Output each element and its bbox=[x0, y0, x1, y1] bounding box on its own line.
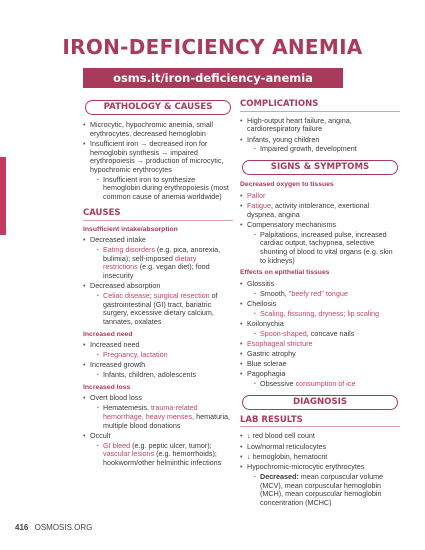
epithelial-subheading: Effects on epithelial tissues bbox=[240, 269, 330, 277]
footer bbox=[15, 523, 92, 532]
lab-results-list bbox=[240, 432, 400, 507]
list-item-text: Increased need bbox=[90, 340, 140, 350]
list-item bbox=[240, 136, 400, 154]
list-item bbox=[83, 394, 233, 430]
list-item: • Gastric atrophy bbox=[240, 350, 400, 359]
list-item: • High-output heart failure, angina, cardiorespiratory failure bbox=[240, 117, 400, 134]
list-item bbox=[240, 463, 400, 508]
highlight-text: vascular lesions bbox=[103, 449, 155, 459]
lab-results-heading: LAB RESULTS bbox=[240, 416, 400, 428]
list-item-text: Hypochromic-microcytic erythrocytes bbox=[247, 462, 365, 472]
list-item bbox=[83, 361, 233, 379]
list-item-text: Pagophagia bbox=[247, 369, 286, 379]
list-item bbox=[240, 221, 400, 266]
need-subheading: Increased need bbox=[83, 330, 133, 338]
pathology-list bbox=[83, 121, 233, 202]
list-item-text: Compensatory mechanisms bbox=[247, 219, 337, 229]
site-name[interactable]: OSMOSIS.ORG bbox=[34, 523, 93, 532]
list-subitem: ▪ Insufficient iron to synthesize hemoglobin during erythropoiesis (most common cause of anemia worldwide) bbox=[90, 176, 233, 202]
pathology-heading: PATHOLOGY & CAUSES bbox=[85, 100, 231, 115]
loss-subheading: Increased loss bbox=[83, 383, 131, 391]
list-item: • Blue sclerae bbox=[240, 360, 400, 369]
list-subitem: ▪ Infants, children, adolescents bbox=[90, 371, 233, 380]
list-item: • ↓ red blood cell count bbox=[240, 432, 400, 441]
signs-heading: SIGNS & SYMPTOMS bbox=[242, 160, 398, 175]
highlight-text: GI bleed bbox=[103, 440, 131, 450]
highlight-text: dietary restrictions bbox=[103, 253, 197, 272]
list-item bbox=[240, 320, 400, 338]
list-item-text: Decreased absorption bbox=[90, 281, 161, 291]
list-subitem bbox=[90, 246, 233, 281]
list-subitem bbox=[247, 330, 400, 339]
list-item bbox=[83, 236, 233, 281]
list-item bbox=[83, 282, 233, 327]
highlight-text: surgical resection bbox=[153, 290, 210, 300]
left-column bbox=[83, 100, 233, 469]
list-subitem: ▪ Pregnancy, lactation bbox=[90, 351, 233, 360]
oxygen-subheading: Decreased oxygen to tissues bbox=[240, 181, 334, 189]
list-item: • Esophageal stricture bbox=[240, 340, 400, 349]
list-subitem bbox=[247, 380, 400, 389]
url-banner[interactable]: osms.it/iron-deficiency-anemia bbox=[83, 68, 343, 88]
list-item: • Pallor bbox=[240, 192, 400, 201]
diagnosis-heading: DIAGNOSIS bbox=[242, 395, 398, 410]
text: (e.g. pica, anorexia, bulimia); self-imposed bbox=[103, 244, 221, 263]
list-item bbox=[240, 370, 400, 388]
list-item-text: Occult bbox=[90, 430, 111, 440]
causes-heading: CAUSES bbox=[83, 209, 233, 221]
highlight-text: "beefy red" tongue bbox=[288, 288, 348, 298]
intake-list bbox=[83, 236, 233, 327]
list-item: • Microcytic, hypochromic anemia, small erythrocytes, decreased hemoglobin bbox=[83, 121, 233, 138]
list-subitem: ▪ Scaling, fissuring, dryness; lip scaling bbox=[247, 310, 400, 319]
highlight-text: Eating disorders bbox=[103, 244, 155, 254]
list-item-text: Insufficient iron → decreased iron for hemoglobin synthesis → impaired erythropoiesis → production of microcytic, hypochromic erythrocytes bbox=[90, 138, 224, 175]
complications-list bbox=[240, 117, 400, 154]
list-item-text: Overt blood loss bbox=[90, 393, 142, 403]
highlight-text: consumption of ice bbox=[295, 379, 356, 389]
text: mean corpuscular volume (MCV), mean corpuscular hemoglobin (MCH), mean corpuscular hemoglobin concentration (MCHC) bbox=[260, 471, 384, 507]
loss-list bbox=[83, 394, 233, 467]
intake-subheading: Insufficient intake/absorption bbox=[83, 225, 178, 233]
text: Obsessive bbox=[260, 379, 296, 389]
list-subitem: ▪ Palpitations, increased pulse, increased cardiac output, tachypnea, selective shunting of blood to vital organs (e.g. skin to kidneys) bbox=[247, 231, 400, 266]
highlight-text: Celiac disease bbox=[103, 290, 150, 300]
oxygen-list bbox=[240, 192, 400, 266]
text: (e.g. vegan diet); food insecurity bbox=[103, 262, 210, 281]
complications-heading: COMPLICATIONS bbox=[240, 100, 400, 112]
list-subitem bbox=[90, 404, 233, 430]
text: , concave nails bbox=[306, 328, 355, 338]
section-side-tab bbox=[0, 157, 6, 235]
text: Smooth, bbox=[260, 288, 289, 298]
highlight-text: Spoon-shaped bbox=[260, 328, 307, 338]
list-item-text: Increased growth bbox=[90, 360, 146, 370]
highlight-text: trauma-related hemorrhage, heavy menses bbox=[103, 403, 198, 421]
list-item-text: Decreased intake bbox=[90, 235, 146, 245]
text: (e.g. hemorrhoids); hookworm/other helminthic infections bbox=[103, 449, 222, 467]
list-item bbox=[240, 280, 400, 298]
list-item-text: Glossitis bbox=[247, 279, 275, 289]
list-item bbox=[240, 202, 400, 219]
list-subitem: ▪ Impaired growth, development bbox=[247, 145, 400, 154]
right-column bbox=[240, 100, 400, 509]
list-item-text: Infants, young children bbox=[247, 134, 320, 144]
page-title: IRON-DEFICIENCY ANEMIA bbox=[62, 35, 363, 59]
text: (e.g. peptic ulcer, tumor); bbox=[130, 440, 212, 450]
list-item bbox=[240, 300, 400, 318]
list-item: • ↓ hemoglobin, hematocrit bbox=[240, 453, 400, 462]
text: , activity intolerance, exertional dyspnea, angina bbox=[247, 200, 370, 219]
text: , hematuria, multiple blood donations bbox=[103, 411, 231, 430]
list-subitem bbox=[90, 442, 233, 468]
list-item-text: Koilonychia bbox=[247, 318, 284, 328]
list-item-text: Cheilosis bbox=[247, 298, 277, 308]
list-subitem bbox=[90, 292, 233, 327]
text: ; bbox=[149, 290, 154, 300]
list-subitem bbox=[247, 290, 400, 299]
list-item bbox=[83, 432, 233, 468]
text: of gastrointestinal (GI) tract, bariatric surgery, excessive dietary calcium, tannates, oxalates bbox=[103, 290, 218, 327]
text: Hematemesis, bbox=[103, 403, 151, 413]
list-subitem bbox=[247, 473, 400, 508]
bold-text: Decreased: bbox=[260, 471, 299, 481]
list-item: • Low/normal reticulocytes bbox=[240, 443, 400, 452]
need-list bbox=[83, 341, 233, 379]
list-item bbox=[83, 341, 233, 359]
page-number: 416 bbox=[15, 523, 29, 532]
list-item bbox=[83, 140, 233, 202]
epithelial-list bbox=[240, 280, 400, 389]
highlight-text: Fatigue bbox=[247, 200, 271, 210]
